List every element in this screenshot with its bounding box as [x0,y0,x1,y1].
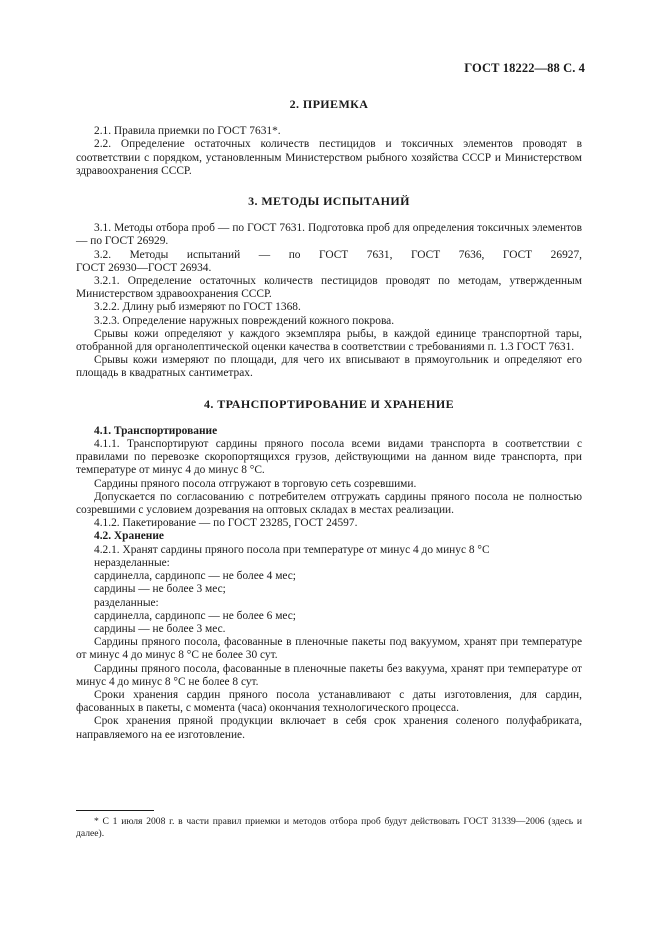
document-body [76,98,582,742]
paragraph-3-2-2: 3.2.2. Длину рыб измеряют по ГОСТ 1368. [94,301,301,314]
paragraph-skin-tears: Срывы кожи определяют у каждого экземпляра рыбы, в каждой единице транспортной тары, отобранной для органолептической оценки качества в соответствии с требованиями п. 1.3 ГОСТ 7631. [76,327,582,354]
storage-list-item: разделанные: [94,596,159,609]
paragraph-ripe-shipping: Сардины пряного посола отгружают в торговую сеть созревшими. [94,477,417,490]
footnote: * С 1 июля 2008 г. в части правил приемки и методов отбора проб будут действовать ГОСТ 31339—2006 (здесь и далее). [76,816,582,840]
paragraph-4-1-2: 4.1.2. Пакетирование — по ГОСТ 23285, ГОСТ 24597. [94,517,358,530]
storage-list-item: сардины — не более 3 мес. [94,622,226,635]
paragraph-vacuum-packed: Сардины пряного посола, фасованные в пленочные пакеты под вакуумом, хранят при температуре от минус 4 до минус 8 °С не более 30 сут. [76,636,582,662]
paragraph-semi-product-storage: Срок хранения пряной продукции включает в себя срок хранения соленого полуфабриката, направляемого на ее изготовление. [76,715,582,741]
subsection-4-1-title: 4.1. Транспортирование [94,424,218,437]
storage-list-item: сардины — не более 3 мес; [94,583,226,596]
storage-list-item: сардинелла, сардинопс — не более 6 мес; [94,609,296,622]
paragraph-3-2-line-2: ГОСТ 26930—ГОСТ 26934. [76,261,212,274]
subsection-4-2-title: 4.2. Хранение [94,530,164,543]
storage-list-item: неразделанные: [94,556,170,569]
paragraph-unripe-shipping: Допускается по согласованию с потребителем отгружать сардины пряного посола не полностью созревшими с условием дозревания на оптовых складах в местах реализации. [76,490,582,517]
paragraph-2-2: 2.2. Определение остаточных количеств пестицидов и токсичных элементов проводят в соответствии с порядком, установленным Министерством рыбного хозяйства СССР и Министерством здравоохранения СССР. [76,138,582,177]
storage-list-item: сардинелла, сардинопс — не более 4 мес; [94,570,296,583]
paragraph-3-2-3: 3.2.3. Определение наружных повреждений кожного покрова. [94,314,395,327]
paragraph-storage-terms: Сроки хранения сардин пряного посола устанавливают с даты изготовления, для сардин, фасованных в пакеты, с момента (часа) окончания технологического процесса. [76,688,582,715]
paragraph-2-1: 2.1. Правила приемки по ГОСТ 7631*. [94,125,281,138]
paragraph-skin-area: Срывы кожи измеряют по площади, для чего их вписывают в прямоугольник и определяют его площадь в квадратных сантиметрах. [76,354,582,380]
page-header: ГОСТ 18222—88 С. 4 [464,61,585,75]
paragraph-non-vacuum-packed: Сардины пряного посола, фасованные в пленочные пакеты без вакуума, хранят при температуре от минус 4 до минус 8 °С не более 8 сут. [76,662,582,688]
section-4-title: 4. ТРАНСПОРТИРОВАНИЕ И ХРАНЕНИЕ [204,396,454,411]
paragraph-3-2-line-1: 3.2. Методы испытаний — по ГОСТ 7631, ГОСТ 7636, ГОСТ 26927, [94,248,582,261]
paragraph-3-1: 3.1. Методы отбора проб — по ГОСТ 7631. Подготовка проб для определения токсичных элементов — по ГОСТ 26929. [76,222,582,248]
paragraph-3-2-1: 3.2.1. Определение остаточных количеств пестицидов проводят по методам, утвержденным Министерством здравоохранения СССР. [76,275,582,301]
section-3-title: 3. МЕТОДЫ ИСПЫТАНИЙ [248,194,410,209]
paragraph-4-1-1: 4.1.1. Транспортируют сардины пряного посола всеми видами транспорта в соответствии с правилами по перевозке скоропортящихся грузов, действующими на данном виде транспорта, при температуре от минус 4 до минус 8 °С. [76,438,582,477]
paragraph-4-2-1: 4.2.1. Хранят сардины пряного посола при температуре от минус 4 до минус 8 °С [94,543,490,556]
section-2-title: 2. ПРИЕМКА [289,97,369,111]
footnote-divider [76,810,154,811]
